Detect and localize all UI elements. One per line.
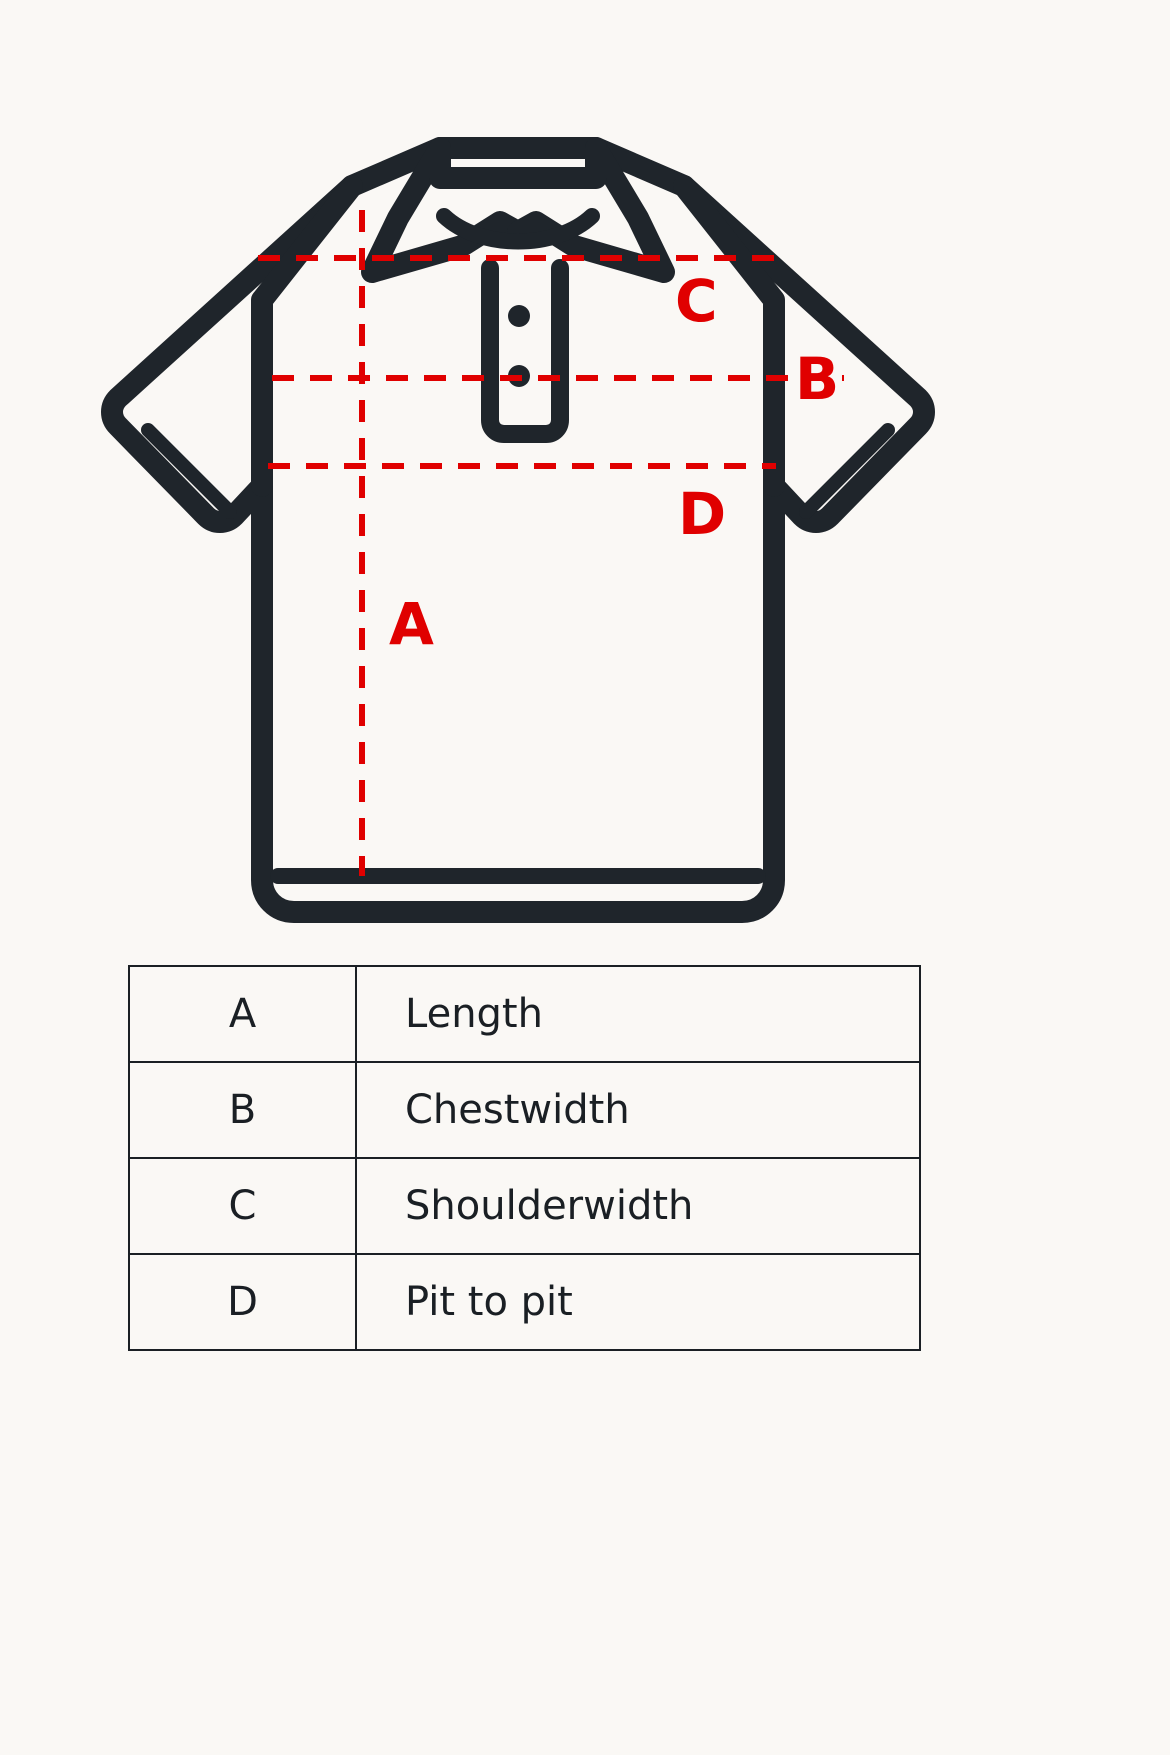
legend-description-b: Chestwidth [356, 1062, 920, 1158]
legend-description-d: Pit to pit [356, 1254, 920, 1350]
table-row [129, 1158, 920, 1254]
table-row [129, 1254, 920, 1350]
shirt-body-path [112, 148, 924, 912]
measurement-label-b: B [795, 345, 840, 413]
measurement-label-d: D [678, 480, 727, 548]
measurement-label-a: A [389, 590, 434, 658]
legend-code-b: B [129, 1062, 356, 1158]
measurement-legend-table [128, 965, 921, 1351]
shirt-outline-group [112, 148, 924, 912]
table-row [129, 966, 920, 1062]
table-row [129, 1062, 920, 1158]
shirt-button-top [508, 305, 530, 327]
legend-description-c: Shoulderwidth [356, 1158, 920, 1254]
shirt-placket [490, 268, 560, 434]
measurement-label-c: C [675, 267, 718, 335]
legend-code-a: A [129, 966, 356, 1062]
shirt-left-shoulder-seam [262, 186, 352, 486]
legend-code-d: D [129, 1254, 356, 1350]
legend-description-a: Length [356, 966, 920, 1062]
shirt-right-shoulder-seam [684, 186, 774, 486]
legend-code-c: C [129, 1158, 356, 1254]
